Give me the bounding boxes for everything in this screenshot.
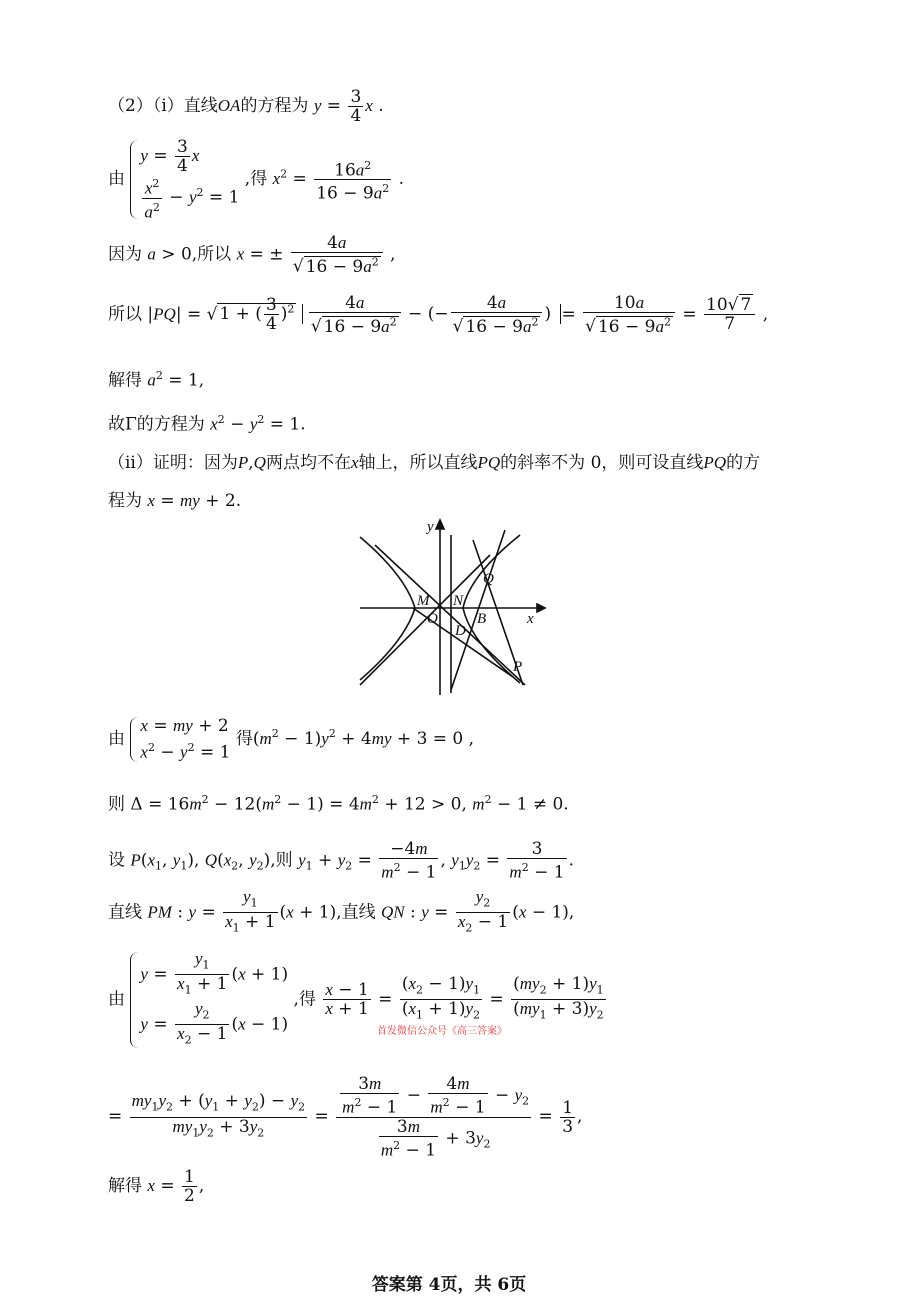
line-equation: 程为 x = my + 2. [108,491,242,511]
label-m: M [417,593,430,609]
label-d: D [455,623,466,639]
y-axis-arrow [436,520,444,529]
part2-line: （2）（i）直线OA的方程为 y = $\frac{3}{4}$ x . [108,87,384,126]
label-n: N [453,593,464,609]
label-o: O [427,611,438,627]
label-b: B [477,611,487,627]
label-y: y [427,519,434,535]
lines-pm-qn: 直线 PM : y = $\frac{y_1}{x_1 + 1}$ (x + 1),直线 QN : y = $\frac{y_2}{x_2 - 1}$ (x − 1), [108,887,575,935]
pq-length-line: 所以 |PQ| = √ 1 + ( $\frac{3}{4}$ )$^2$ $\frac{4a}{√ 16 - 9a^2}$ − (− $\frac{4a}{√ 16 - 9a^2}$ ) = $\frac{10a}{√ 16 - 9a^2}$ = $\frac{10√ 7}{7}$ , [108,293,769,337]
ratio-line: = $\frac{my_1y_2 + (y_1 + y_2) - y_2}{my_1y_2 + 3y_2}$ = $\frac{3m}{m^2 - 1}$ − $\frac{4m}{m^2 - 1}$ − $y_2$ $\frac{3m}{m^2 - 1}$ + $3y_2$ = $\frac{1}{3}$ , [108,1074,583,1161]
system-2: 由 x = my + 2 $x^2 - y^2 = 1$ 得$(m^2 - 1)y^2 + 4my + 3 = 0$ , [108,716,475,763]
proof-line: （ii）证明：因为P,Q两点均不在x轴上，所以直线PQ的斜率不为 0，则可设直线PQ的方 [108,453,761,473]
asymptote-1 [360,555,490,685]
x-axis-arrow [537,604,545,612]
delta-line: 则 $\Delta = 16m^2 - 12(m^2 - 1) = 4m^2 + 12 > 0$, $m^2 - 1 \ne 0$. [108,793,569,815]
page-footer: 答案第 4页，共 6页 [371,1275,527,1295]
part2-heading: （2）（i）直线 [108,96,218,116]
label-q: Q [483,571,494,587]
hyperbola-figure [355,515,555,700]
solve-x-line: 解得 x = $\frac{1}{2}$ , [108,1167,205,1206]
system-3: 由 y = $\frac{y_1}{x_1 + 1}$ (x + 1) y = $\frac{y_2}{x_2 - 1}$ (x − 1) ,得 $\frac{x - 1}{x + 1}$ = $\frac{(x_2 - 1)y_1}{(x_1 + 1)y_2}$ = $\frac{(my_2 + 1)y_1}{(my_1 + 3)y_2}$ [108,950,608,1050]
system-1: 由 y = $\frac{3}{4}$ x $\frac{x^2}{a^2}$ − $y^2 = 1$ ,得 $x^2$ = $\frac{16a^2}{16 - 9a^2}$ . [108,137,405,222]
hyperbola-right-branch [463,535,523,683]
gamma-equation-line: 故Γ的方程为 $x^2 - y^2 = 1$. [108,413,306,435]
watermark: 首发微信公众号《高三答案》 [377,1026,507,1037]
label-x: x [527,611,534,627]
asymptote-2 [375,545,525,685]
vieta-line: 设 $P(x_1$, $y_1$), $Q(x_2$, $y_2$),则 $y_1 + y_2$ = $\frac{-4m}{m^2 - 1}$ , $y_1y_2$ = $\frac{3}{m^2 - 1}$ . [108,839,574,883]
because-line: 因为 a > 0,所以 x = ± $\frac{4a}{√ 16 - 9a^2}$ , [108,233,396,277]
label-p: P [513,659,523,675]
solve-a-line: 解得 $a^2 = 1$, [108,369,205,391]
